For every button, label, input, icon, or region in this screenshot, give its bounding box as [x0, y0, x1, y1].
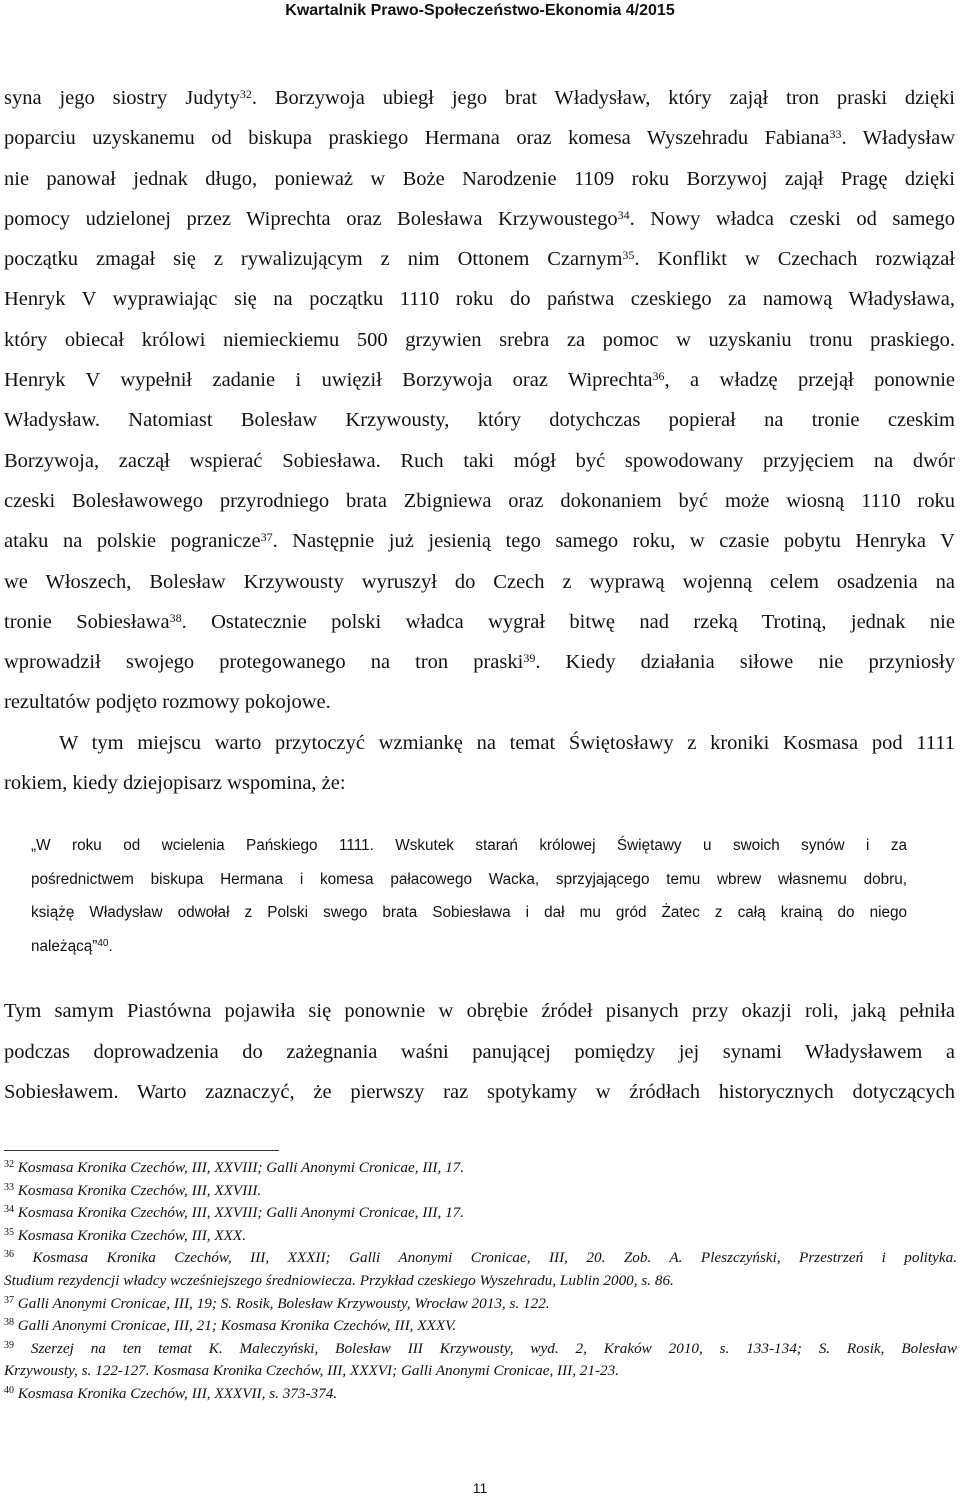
- text-run: , a władzę przejął ponownie: [664, 369, 955, 392]
- footnote-continuation: Krzywousty, s. 122-127. Kosmasa Kronika Czechów, III, XXXVI; Galli Anonymi Cronicae, III, 21-23.: [4, 1362, 620, 1380]
- text-line: [4, 562, 955, 602]
- text-line: podczas doprowadzenia do zażegnania waśni panującej pomiędzy jej synami Władysławem a: [4, 1040, 955, 1063]
- text-line: [4, 642, 955, 682]
- text-line: [4, 279, 955, 319]
- footnote-number: 38: [4, 1317, 14, 1329]
- footnote-number: 34: [4, 1204, 14, 1216]
- text-line: [4, 360, 955, 400]
- text-run: . Ostatecznie polski władca wygrał bitwę nad rzeką Trotiną, jednak nie: [181, 610, 955, 633]
- footnote-line: [4, 1293, 957, 1316]
- journal-header: Kwartalnik Prawo-Społeczeństwo-Ekonomia 4/2015: [285, 2, 675, 19]
- text-run: . Konflikt w Czechach rozwiązał: [634, 248, 955, 271]
- footnote-text: Kosmasa Kronika Czechów, III, XXVIII.: [17, 1181, 262, 1199]
- footnote-32: [4, 1157, 957, 1180]
- footnote-number: 40: [4, 1384, 14, 1396]
- text-line: rokiem, kiedy dziejopisarz wspomina, że:: [4, 772, 346, 795]
- page-number: 11: [472, 1480, 488, 1496]
- footnote-line: [4, 1180, 957, 1203]
- text-line: [4, 320, 955, 360]
- footnote-number: 32: [4, 1159, 14, 1170]
- footnote-text: Kosmasa Kronika Czechów, III, XXXII; Galli Anonymi Cronicae, III, 20. Zob. A. Pleszczyński, Przestrzeń i polityka.: [32, 1249, 957, 1267]
- text-run: książę Władysław odwołał z Polski swego brata Sobiesława i dał mu gród Żatec z całą krainą do niego: [31, 904, 907, 922]
- footnote-36: [4, 1247, 957, 1292]
- footnote-separator: [4, 1150, 279, 1151]
- footnote-number: 36: [4, 1249, 14, 1261]
- footnote-line: [4, 1225, 957, 1248]
- text-run: należącą”: [31, 937, 98, 955]
- footnote-line: [4, 1157, 957, 1180]
- footnote-line: [4, 1247, 957, 1270]
- footnote-line: [4, 1383, 957, 1406]
- footnote-number: 35: [4, 1226, 14, 1238]
- footnote-ref: 36: [652, 369, 665, 384]
- text-run: pośrednictwem biskupa Hermana i komesa pałacowego Wacka, sprzyjającego temu wbrew własnemu dobru,: [31, 870, 907, 888]
- text-line: [4, 602, 955, 642]
- footnote-text: Kosmasa Kronika Czechów, III, XXXVII, s. 373-374.: [17, 1384, 338, 1402]
- footnote-line: [4, 1338, 957, 1361]
- footnote-33: [4, 1180, 957, 1203]
- footnote-text: Kosmasa Kronika Czechów, III, XXX.: [17, 1226, 247, 1244]
- footnote-38: [4, 1315, 957, 1338]
- footnote-40: [4, 1383, 957, 1406]
- text-line: [4, 400, 955, 440]
- text-run: czeski Bolesławowego przyrodniego brata Zbigniewa oraz dokonaniem być może wiosną 1110 roku: [4, 489, 955, 512]
- text-line: [4, 441, 955, 481]
- footnote-37: [4, 1293, 957, 1316]
- paragraph-1: [4, 78, 955, 723]
- block-quote: [4, 829, 907, 963]
- footnote-34: [4, 1202, 957, 1225]
- text-run: . Nowy władca czeski od samego: [629, 207, 956, 230]
- text-run: pomocy udzielonej przez Wiprechta oraz Bolesława Krzywoustego: [4, 207, 618, 230]
- quote-line: [31, 896, 907, 930]
- text-run: Borzywoja, zaczął wspierać Sobiesława. Ruch taki mógł być spowodowany przyjęciem na dwór: [4, 449, 955, 472]
- text-run: początku zmagał się z rywalizującym z nim Ottonem Czarnym: [4, 248, 623, 271]
- text-line: [4, 682, 955, 722]
- text-line: Sobiesławem. Warto zaznaczyć, że pierwszy raz spotykamy w źródłach historycznych dotyczących: [4, 1080, 955, 1103]
- text-run: . Następnie już jesienią tego samego roku, w czasie pobytu Henryka V: [272, 530, 955, 553]
- quote-line: [31, 930, 907, 964]
- text-run: Henryk V wypełnił zadanie i uwięził Borzywoja oraz Wiprechta: [4, 369, 653, 392]
- footnote-ref: 33: [829, 127, 842, 142]
- paragraph-3: [4, 991, 955, 1112]
- text-line: [4, 521, 955, 561]
- text-run: tronie Sobiesława: [4, 610, 170, 633]
- footnote-text: Galli Anonymi Cronicae, III, 21; Kosmasa Kronika Czechów, III, XXXV.: [17, 1317, 457, 1335]
- text-line: [4, 78, 955, 118]
- text-run: . Władysław: [841, 127, 955, 150]
- text-run: wprowadził swojego protegowanego na tron praski: [4, 651, 524, 674]
- quote-line: [31, 863, 907, 897]
- text-run: we Włoszech, Bolesław Krzywousty wyruszył do Czech z wyprawą wojenną celem osadzenia na: [4, 570, 955, 593]
- footnote-ref: 32: [239, 87, 252, 101]
- page-body: [4, 78, 955, 1112]
- text-line: [4, 159, 955, 199]
- footnote-number: 33: [4, 1181, 14, 1193]
- paragraph-2: [4, 723, 955, 804]
- footnote-text: Galli Anonymi Cronicae, III, 19; S. Rosik, Bolesław Krzywousty, Wrocław 2013, s. 122.: [17, 1294, 550, 1312]
- footnote-continuation: Studium rezydencji władcy wcześniejszego średniowiecza. Przykład czeskiego Wyszehradu, Lublin 2000, s. 86.: [4, 1271, 674, 1289]
- footnotes: [4, 1157, 957, 1406]
- footnote-number: 39: [4, 1339, 14, 1351]
- footnote-ref: 40: [97, 937, 109, 949]
- text-run: rezultatów podjęto rozmowy pokojowe.: [4, 691, 331, 714]
- text-run: . Borzywoja ubiegł jego brat Władysław, który zajął tron praski dzięki: [251, 87, 956, 109]
- text-run: Władysław. Natomiast Bolesław Krzywousty, który dotychczas popierał na tronie czeskim: [4, 409, 955, 432]
- footnote-text: Kosmasa Kronika Czechów, III, XXVIII; Galli Anonymi Cronicae, III, 17.: [17, 1159, 465, 1176]
- text-line: [4, 118, 955, 158]
- text-line: Tym samym Piastówna pojawiła się ponownie w obrębie źródeł pisanych przy okazji roli, jaką pełniła: [4, 1000, 955, 1023]
- footnote-text: Kosmasa Kronika Czechów, III, XXVIII; Galli Anonymi Cronicae, III, 17.: [17, 1204, 465, 1222]
- footnote-ref: 39: [523, 651, 536, 666]
- text-line: [4, 199, 955, 239]
- text-run: .: [108, 937, 113, 955]
- text-line: [4, 481, 955, 521]
- footnote-ref: 35: [622, 248, 635, 263]
- text-run: syna jego siostry Judyty: [4, 87, 240, 109]
- text-run: który obiecał królowi niemieckiemu 500 grzywien srebra za pomoc w uzyskaniu tronu praskiego.: [4, 328, 955, 351]
- text-run: . Kiedy działania siłowe nie przyniosły: [535, 651, 955, 674]
- quote-line: [31, 829, 907, 863]
- footnote-number: 37: [4, 1294, 14, 1306]
- footnote-ref: 37: [260, 530, 273, 545]
- footnote-ref: 34: [617, 207, 630, 222]
- text-run: poparciu uzyskanemu od biskupa praskiego Hermana oraz komesa Wyszehradu Fabiana: [4, 127, 830, 150]
- text-run: Henryk V wyprawiając się na początku 1110 roku do państwa czeskiego za namową Władysława,: [4, 288, 955, 311]
- footnote-line: [4, 1315, 957, 1338]
- text-line: W tym miejscu warto przytoczyć wzmiankę na temat Świętosławy z kroniki Kosmasa pod 1111: [59, 731, 955, 754]
- footnote-ref: 38: [169, 610, 182, 625]
- footnote-text: Szerzej na ten temat K. Maleczyński, Bolesław III Krzywousty, wyd. 2, Kraków 2010, s. 133-134; S. Rosik, Bolesław: [30, 1339, 957, 1357]
- text-line: [4, 239, 955, 279]
- text-run: nie panował jednak długo, ponieważ w Boże Narodzenie 1109 roku Borzywoj zajął Pragę dzięki: [4, 167, 955, 190]
- footnote-35: [4, 1225, 957, 1248]
- footnote-39: [4, 1338, 957, 1383]
- text-run: ataku na polskie pogranicze: [4, 530, 261, 553]
- footnote-line: [4, 1202, 957, 1225]
- text-run: „W roku od wcielenia Pańskiego 1111. Wskutek starań królowej Świętawy u swoich synów i za: [31, 837, 907, 855]
